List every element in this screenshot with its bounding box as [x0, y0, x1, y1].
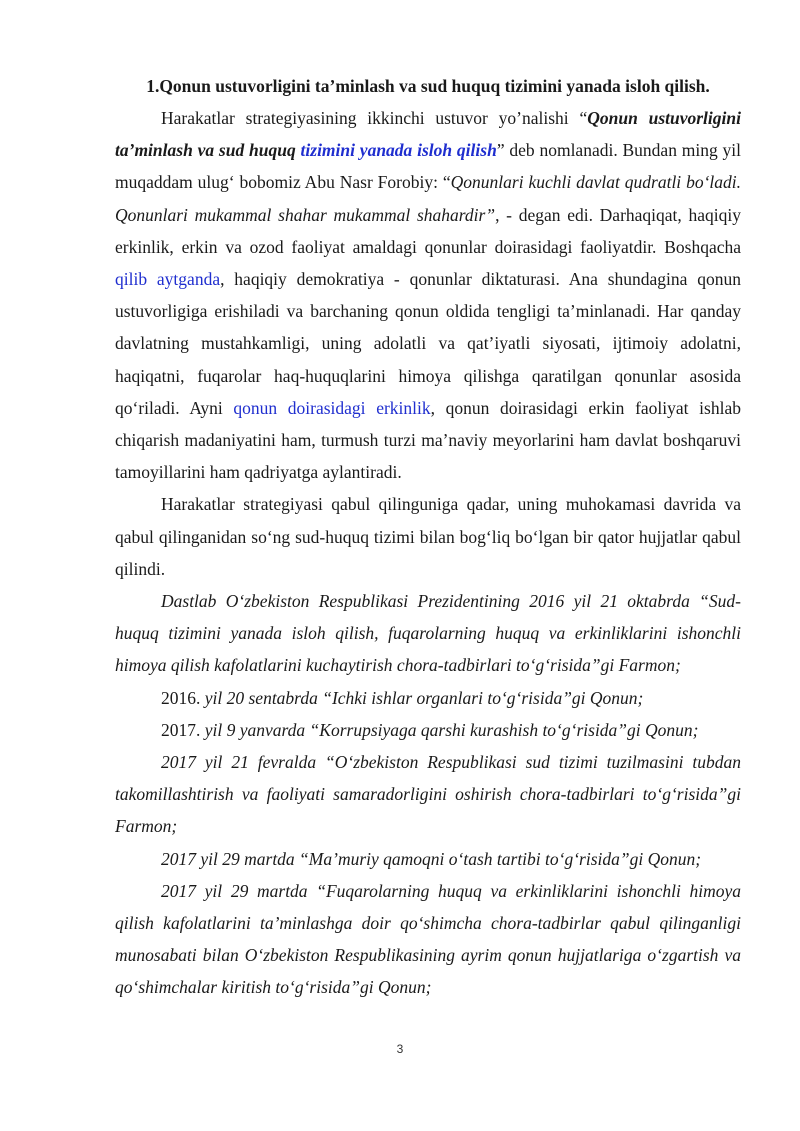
item-text: yil 9 yanvarda “Korrupsiyaga qarshi kurashish to‘g‘risida”gi Qonun;	[200, 719, 699, 740]
item-text: yil 20 sentabrda “Ichki ishlar organlari to‘g‘risida”gi Qonun;	[200, 687, 644, 708]
year-number: 2017.	[161, 719, 201, 740]
text-run: , - degan edi. Darhaqiqat, haqiqiy erkinlik, erkin va ozod faoliyat amaldagi qonunlar doirasidagi faoliyatdir. Boshqacha	[115, 204, 741, 257]
quote-forobiy: Qonunlari kuchli davlat qudratli bo‘ladi. Qonunlari mukammal shahar mukammal shahardir”	[115, 172, 741, 225]
list-item-farmon-2017: 2017 yil 21 fevralda “O‘zbekiston Respublikasi sud tizimi tuzilmasini tubdan takomillashtirish va faoliyati samaradorligini oshirish chora-tadbirlari to‘g‘risida”gi Farmon;	[115, 752, 741, 837]
document-page	[115, 70, 741, 1004]
list-item-qonun-2017-korrupsiya	[115, 714, 741, 746]
text-run: , haqiqiy demokratiya - qonunlar diktaturasi. Ana shundagina qonun ustuvorligiga erishiladi va barchaning qonun oldida tengligi ta’minlanadi. Har qanday davlatning mustahkamligi, uning adolatli va qat’iyatli siyosati, ijtimoiy adolatni, haqiqatni, fuqarolar haq-huquqlarini himoya qilishga qaratilgan qonunlar asosida qo‘riladi. Ayni	[115, 269, 741, 418]
list-item-farmon-2016: Dastlab O‘zbekiston Respublikasi Prezidentining 2016 yil 21 oktabrda “Sud-huquq tizimini yanada isloh qilish, fuqarolarning huquq va erkinliklarini ishonchli himoya qilish kafolatlarini kuchaytirish chora-tadbirlari to‘g‘risida”gi Farmon;	[115, 591, 741, 676]
page-number: 3	[396, 1042, 404, 1056]
year-number: 2016.	[161, 687, 201, 708]
text-run: Harakatlar strategiyasining ikkinchi ustuvor yo’nalishi “	[161, 108, 588, 128]
list-item-qonun-2017-mamuriy: 2017 yil 29 martda “Ma’muriy qamoqni o‘tash tartibi to‘g‘risida”gi Qonun;	[161, 848, 702, 869]
text-run: , qonun doirasidagi erkin faoliyat ishlab chiqarish madaniyatini ham, turmush turzi ma’naviy meyorlarini ham davlat boshqaruvi tamoyillarini ham qadriyatga aylantiradi.	[115, 397, 741, 483]
hyperlink-qilib-aytganda[interactable]: qilib aytganda	[115, 269, 221, 290]
paragraph-intro	[115, 102, 741, 488]
text-run-bold-italic: Qonun ustuvorligini ta’minlash va sud huquq	[115, 108, 741, 161]
hyperlink-qonun-doirasidagi-erkinlik[interactable]: qonun doirasidagi erkinlik	[233, 397, 431, 418]
list-item-qonun-2016	[115, 682, 741, 714]
text-run: ” deb nomlanadi. Bundan ming yil muqaddam ulug‘ bobomiz Abu Nasr Forobiy: “	[115, 140, 741, 193]
section-heading: 1.Qonun ustuvorligini ta’minlash va sud huquq tizimini yanada isloh qilish.	[146, 76, 710, 96]
hyperlink-tizimini-yanada-isloh-qilish[interactable]: tizimini yanada isloh qilish	[300, 140, 497, 161]
list-item-qonun-2017-fuqarolar: 2017 yil 29 martda “Fuqarolarning huquq va erkinliklarini ishonchli himoya qilish kafolatlarini ta’minlashga doir qo‘shimcha chora-tadbirlar qabul qilinganligi munosabati bilan O‘zbekiston Respublikasining ayrim qonun hujjatlariga o‘zgartish va qo‘shimchalar kiritish to‘g‘risida”gi Qonun;	[115, 880, 741, 998]
paragraph-documents-intro: Harakatlar strategiyasi qabul qilinguniga qadar, uning muhokamasi davrida va qabul qilinganidan so‘ng sud-huquq tizimi bilan bog‘liq bo‘lgan bir qator hujjatlar qabul qilindi.	[115, 494, 741, 579]
